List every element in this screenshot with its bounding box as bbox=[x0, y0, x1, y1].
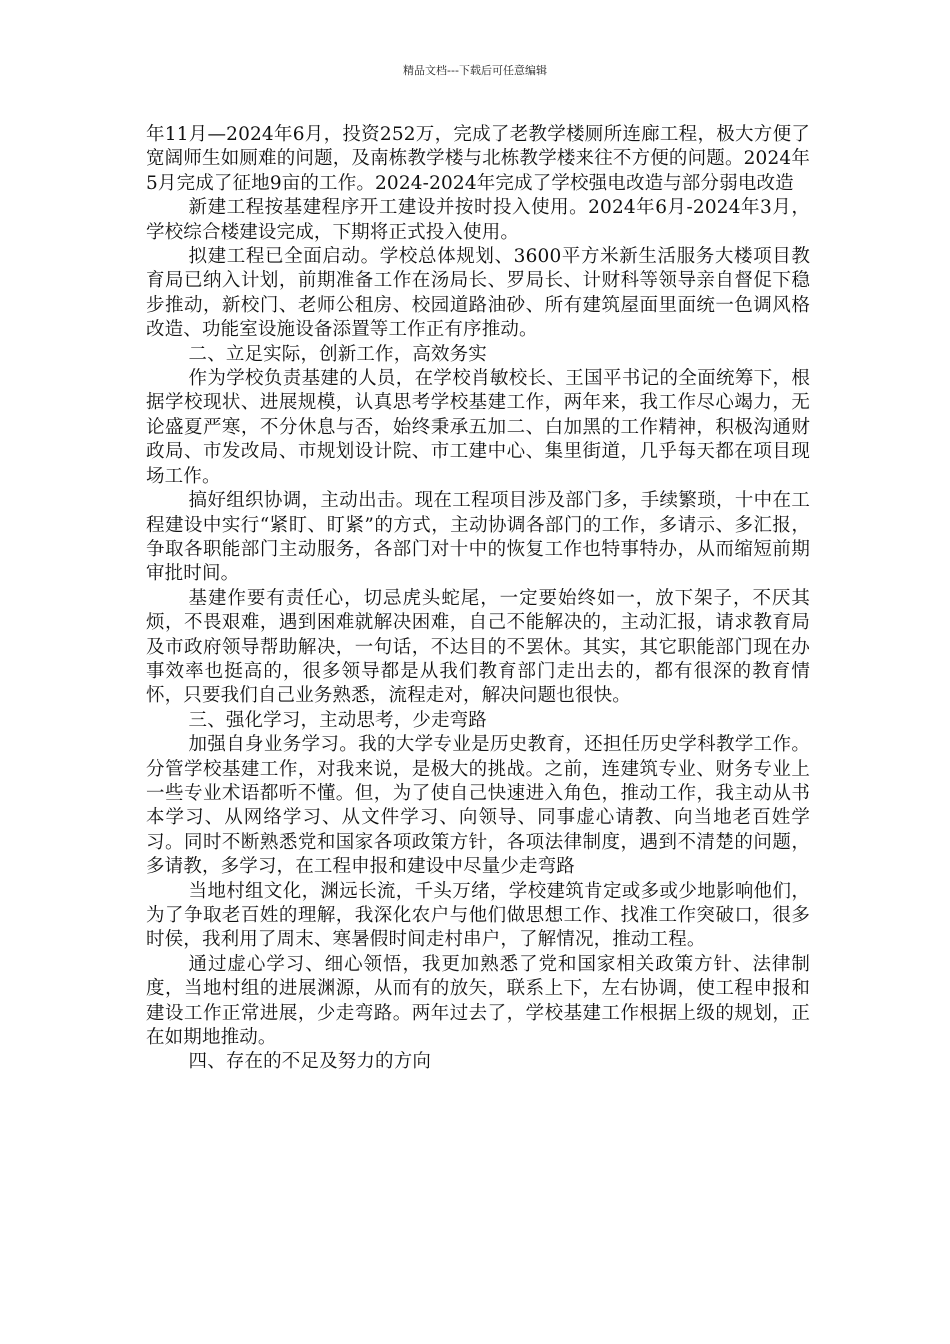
section-heading-3: 三、强化学习，主动思考，少走弯路 bbox=[188, 709, 487, 731]
page-header-watermark: 精品文档---下载后可任意编辑 bbox=[403, 64, 547, 77]
document-body bbox=[146, 123, 810, 1075]
paragraph-coordination: 搞好组织协调，主动出击。现在工程项目涉及部门多，手续繁琐，十中在工程建设中实行“紧盯、盯紧”的方式，主动协调各部门的工作，多请示、多汇报，争取各职能部门主动服务，各部门对十中的恢复工作也特事特办，从而缩短前期审批时间。 bbox=[146, 490, 810, 585]
paragraph-planned-construction: 拟建工程已全面启动。学校总体规划、3600平方米新生活服务大楼项目教育局已纳入计划，前期准备工作在汤局长、罗局长、计财科等领导亲自督促下稳步推动，新校门、老师公租房、校园道路油砂、所有建筑屋面里面统一色调风格改造、功能室设施设备添置等工作正有序推动。 bbox=[146, 246, 810, 341]
paragraph-self-study: 加强自身业务学习。我的大学专业是历史教育，还担任历史学科教学工作。分管学校基建工作，对我来说，是极大的挑战。之前，连建筑专业、财务专业上一些专业术语都听不懂。但，为了使自己快速进入角色，推动工作，我主动从书本学习、从网络学习、从文件学习、向领导、同事虚心请教、向当地老百姓学习。同时不断熟悉党和国家各项政策方针，各项法律制度，遇到不清楚的问题，多请教，多学习，在工程申报和建设中尽量少走弯路 bbox=[146, 734, 810, 878]
section-heading-4: 四、存在的不足及努力的方向 bbox=[188, 1051, 431, 1073]
paragraph-responsibility: 作为学校负责基建的人员，在学校肖敏校长、王国平书记的全面统筹下，根据学校现状、进展规模，认真思考学校基建工作，两年来，我工作尽心竭力，无论盛夏严寒，不分休息与否，始终秉承五加二、白加黑的工作精神，积极沟通财政局、市发改局、市规划设计院、市工建中心、集里街道，几乎每天都在项目现场工作。 bbox=[146, 368, 810, 487]
section-heading-2: 二、立足实际，创新工作，高效务实 bbox=[188, 343, 487, 365]
paragraph-village-culture: 当地村组文化，渊远长流，千头万绪，学校建筑肯定或多或少地影响他们，为了争取老百姓的理解，我深化农户与他们做思想工作、找准工作突破口，很多时侯，我利用了周末、寒暑假时间走村串户，了解情况，推动工程。 bbox=[146, 880, 810, 951]
paragraph-learning-outcome: 通过虚心学习、细心领悟，我更加熟悉了党和国家相关政策方针、法律制度，当地村组的进展渊源，从而有的放矢，联系上下，左右协调，使工程申报和建设工作正常进展，少走弯路。两年过去了，学校基建工作根据上级的规划，正在如期地推动。 bbox=[146, 953, 810, 1049]
paragraph-continuation: 年11月—2024年6月，投资252万，完成了老教学楼厕所连廊工程，极大方便了宽阔师生如厕难的问题，及南栋教学楼与北栋教学楼来往不方便的问题。2024年5月完成了征地9亩的工作。2024-2024年完成了学校强电改造与部分弱电改造 bbox=[146, 124, 810, 194]
paragraph-new-construction: 新建工程按基建程序开工建设并按时投入使用。2024年6月-2024年3月，学校综合楼建设完成，下期将正式投入使用。 bbox=[146, 197, 810, 243]
paragraph-sense-of-duty: 基建作要有责任心，切忌虎头蛇尾，一定要始终如一，放下架子，不厌其烦，不畏艰难，遇到困难就解决困难，自己不能解决的，主动汇报，请求教育局及市政府领导帮助解决，一句话，不达目的不罢休。其实，其它职能部门现在办事效率也挺高的，很多领导都是从我们教育部门走出去的，都有很深的教育情怀，只要我们自己业务熟悉，流程走对，解决问题也很快。 bbox=[146, 587, 810, 707]
